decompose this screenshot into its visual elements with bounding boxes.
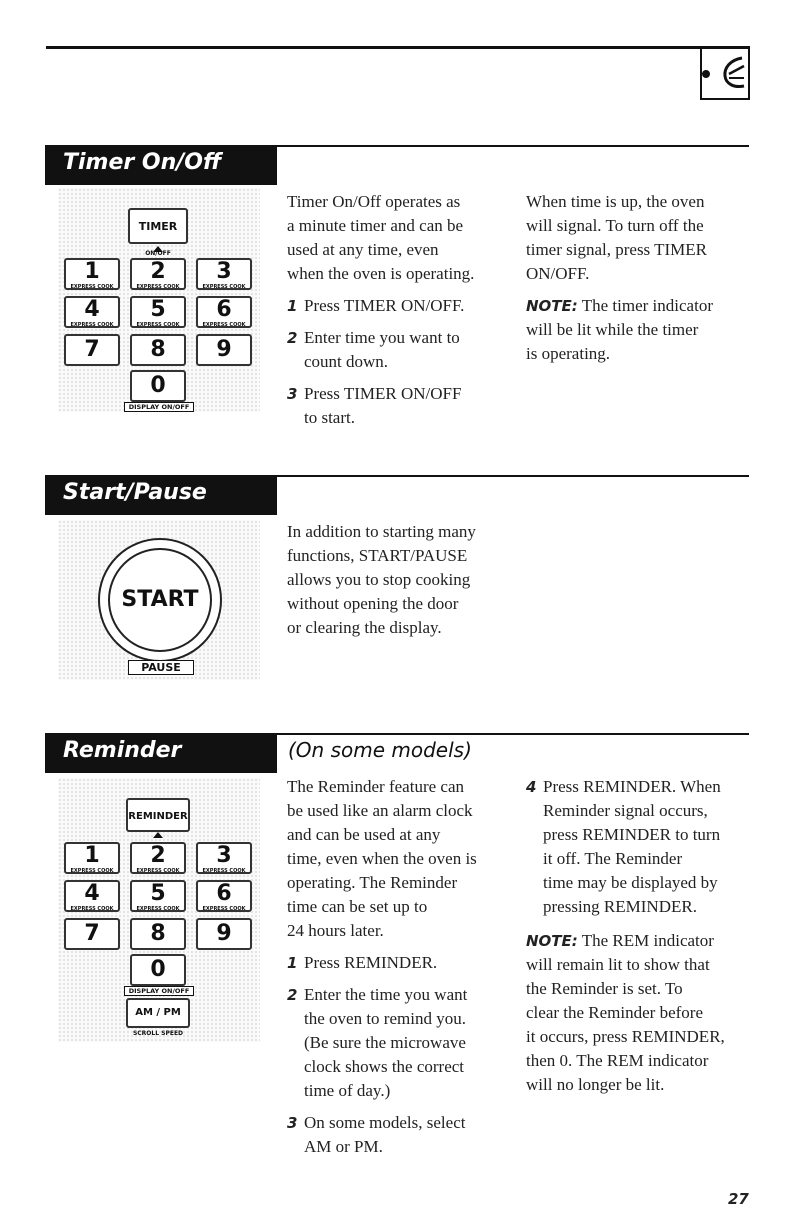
key-4: 4 EXPRESS COOK	[64, 296, 120, 328]
timer-section-rule	[277, 145, 749, 147]
key-7: 7	[64, 918, 120, 950]
start-button-illustration	[58, 520, 260, 680]
page-number: 27	[728, 1190, 749, 1208]
key-2: 2 EXPRESS COOK	[130, 842, 186, 874]
timer-keypad-illustration	[58, 188, 260, 412]
key-6: 6 EXPRESS COOK	[196, 296, 252, 328]
top-rule	[46, 46, 750, 49]
timer-intro-line: when the oven is operating.	[287, 264, 475, 283]
timer-intro-line: a minute timer and can be	[287, 216, 464, 235]
key-2: 2 EXPRESS COOK	[130, 258, 186, 290]
reminder-section-rule	[277, 733, 749, 735]
reminder-subtitle: (On some models)	[288, 738, 472, 762]
key-4: 4 EXPRESS COOK	[64, 880, 120, 912]
timer-step-1: 1 Press TIMER ON/OFF.	[287, 296, 465, 315]
display-onoff-label: DISPLAY ON/OFF	[124, 402, 194, 412]
timer-step-3: 3 Press TIMER ON/OFF to start.	[287, 384, 462, 427]
timer-section-header	[45, 145, 277, 185]
key-3: 3 EXPRESS COOK	[196, 842, 252, 874]
reminder-key: REMINDER	[126, 798, 190, 832]
reminder-step-4: 4 Press REMINDER. When Reminder signal occurs, press REMINDER to turn it off. The Reminder time may be displayed by pressing REMINDER.	[526, 777, 721, 916]
reminder-step-1: 1 Press REMINDER.	[287, 953, 438, 972]
bullet-icon	[702, 70, 710, 78]
key-9: 9	[196, 918, 252, 950]
reminder-text-column-2	[526, 775, 752, 1097]
reminder-step-2: 2 Enter the time you want the oven to remind you. (Be sure the microwave clock shows the correct time of day.)	[287, 985, 468, 1100]
key-8: 8	[130, 918, 186, 950]
key-1: 1 EXPRESS COOK	[64, 258, 120, 290]
start-section-title: Start/Pause	[63, 480, 207, 505]
timer-section-title: Timer On/Off	[63, 150, 222, 175]
key-9: 9	[196, 334, 252, 366]
reminder-section-title: Reminder	[63, 738, 182, 763]
start-section-header	[45, 475, 277, 515]
key-6: 6 EXPRESS COOK	[196, 880, 252, 912]
pause-label: PAUSE	[128, 660, 194, 675]
timer-text-column-2: When time is up, the oven will signal. To turn off the timer signal, press TIMER ON/OFF. NOTE: The timer indicator will be lit while the timer is operating.	[526, 190, 751, 366]
reminder-note: NOTE: The REM indicator will remain lit to show that the Reminder is set. To clear the Reminder before it occurs, press REMINDER, then 0. The REM indicator will no longer be lit.	[526, 931, 725, 1094]
timer-key: TIMER	[128, 208, 188, 244]
triangle-indicator-icon	[153, 832, 163, 838]
timer-step-2: 2 Enter time you want to count down.	[287, 328, 460, 371]
microwave-feature-icon	[720, 54, 748, 94]
start-section-rule	[277, 475, 749, 477]
note-label: NOTE:	[526, 932, 578, 950]
display-onoff-label: DISPLAY ON/OFF	[124, 986, 194, 996]
reminder-section-header	[45, 733, 277, 773]
reminder-text-column: The Reminder feature can be used like an alarm clock and can be used at any time, even when the oven is operating. The Reminder time can be set up to 24 hours later. 1 Press REMINDER. 2 Enter the time you want the oven to remind you. (Be sure the microwave clock shows the correct time of day.) 3 On some models, select AM or PM.	[287, 775, 517, 1159]
timer-intro-line: used at any time, even	[287, 240, 439, 259]
reminder-keypad-illustration	[58, 778, 260, 1042]
note-label: NOTE:	[526, 297, 578, 315]
reminder-step-3: 3 On some models, select AM or PM.	[287, 1113, 466, 1156]
key-5: 5 EXPRESS COOK	[130, 880, 186, 912]
timer-note: NOTE: The timer indicator will be lit while the timer is operating.	[526, 296, 713, 363]
timer-text-column	[287, 190, 517, 430]
corner-tab	[700, 48, 750, 100]
key-1: 1 EXPRESS COOK	[64, 842, 120, 874]
key-3: 3 EXPRESS COOK	[196, 258, 252, 290]
key-0: 0	[130, 370, 186, 402]
key-7: 7	[64, 334, 120, 366]
start-text: In addition to starting many functions, START/PAUSE allows you to stop cooking without opening the door or clearing the display.	[287, 522, 476, 637]
timer-onoff-label: ON/OFF	[145, 250, 171, 257]
timer-intro-line: Timer On/Off operates as	[287, 192, 461, 211]
scroll-speed-label: SCROLL SPEED	[132, 1030, 184, 1037]
key-5: 5 EXPRESS COOK	[130, 296, 186, 328]
key-0: 0	[130, 954, 186, 986]
start-button: START	[108, 548, 212, 652]
am-pm-key: AM / PM	[126, 998, 190, 1028]
key-8: 8	[130, 334, 186, 366]
